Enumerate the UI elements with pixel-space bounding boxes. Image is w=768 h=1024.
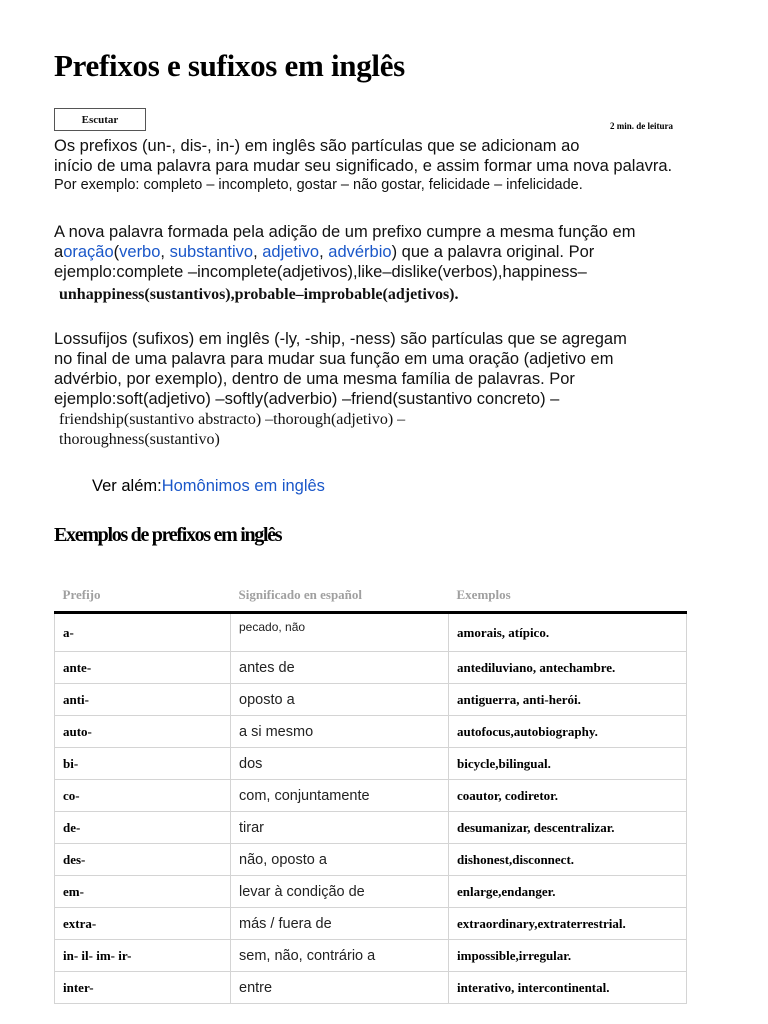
- cell-meaning: pecado, não: [231, 613, 449, 652]
- cell-examples: dishonest,disconnect.: [449, 844, 687, 876]
- cell-examples: autofocus,autobiography.: [449, 716, 687, 748]
- cell-prefix: extra-: [55, 908, 231, 940]
- cell-meaning: não, oposto a: [231, 844, 449, 876]
- table-row: [55, 908, 687, 940]
- cell-prefix: inter-: [55, 972, 231, 1004]
- table-row: [55, 844, 687, 876]
- cell-prefix: de-: [55, 812, 231, 844]
- table-row: [55, 780, 687, 812]
- cell-examples: impossible,irregular.: [449, 940, 687, 972]
- header-meaning: Significado en español: [231, 579, 449, 613]
- cell-meaning: a si mesmo: [231, 716, 449, 748]
- text-fragment: ,: [160, 243, 170, 261]
- table-row: [55, 748, 687, 780]
- cell-meaning: com, conjuntamente: [231, 780, 449, 812]
- paragraph-line: ejemplo:complete –incomplete(adjetivos),like–dislike(verbos),happiness–: [54, 263, 587, 281]
- paragraph-line: thoroughness(sustantivo): [59, 431, 220, 448]
- paragraph-line: início de uma palavra para mudar seu significado, e assim formar uma nova palavra.: [54, 157, 673, 175]
- prefix-table: [54, 579, 687, 1004]
- cell-examples: antiguerra, anti-herói.: [449, 684, 687, 716]
- cell-examples: interativo, intercontinental.: [449, 972, 687, 1004]
- cell-prefix: ante-: [55, 652, 231, 684]
- header-examples: Exemplos: [449, 579, 687, 613]
- paragraph-line: unhappiness(sustantivos),probable–improbable(adjetivos).: [59, 286, 459, 303]
- text-fragment: ,: [253, 243, 263, 261]
- link-verbo[interactable]: verbo: [119, 243, 161, 261]
- paragraph-line: ejemplo:soft(adjetivo) –softly(adverbio) –friend(sustantivo concreto) –: [54, 390, 560, 408]
- table-header-row: [55, 579, 687, 613]
- see-also-link[interactable]: Homônimos em inglês: [161, 477, 325, 495]
- cell-prefix: in- il- im- ir-: [55, 940, 231, 972]
- cell-meaning: oposto a: [231, 684, 449, 716]
- cell-prefix: des-: [55, 844, 231, 876]
- listen-button[interactable]: Escutar: [54, 108, 146, 131]
- cell-meaning: tirar: [231, 812, 449, 844]
- cell-meaning: sem, não, contrário a: [231, 940, 449, 972]
- cell-examples: coautor, codiretor.: [449, 780, 687, 812]
- paragraph-line: Os prefixos (un-, dis-, in-) em inglês são partículas que se adicionam ao: [54, 137, 580, 155]
- page-title: Prefixos e sufixos em inglês: [54, 48, 405, 83]
- cell-prefix: auto-: [55, 716, 231, 748]
- cell-examples: enlarge,endanger.: [449, 876, 687, 908]
- read-time: 2 min. de leitura: [610, 121, 673, 131]
- text-fragment: a: [54, 243, 64, 261]
- link-oracao[interactable]: oração: [63, 243, 114, 261]
- cell-examples: extraordinary,extraterrestrial.: [449, 908, 687, 940]
- table-row: [55, 716, 687, 748]
- paragraph-line: no final de uma palavra para mudar sua função em uma oração (adjetivo em: [54, 350, 614, 368]
- cell-examples: desumanizar, descentralizar.: [449, 812, 687, 844]
- table-row: [55, 684, 687, 716]
- table-row: [55, 652, 687, 684]
- cell-meaning: antes de: [231, 652, 449, 684]
- table-row: [55, 972, 687, 1004]
- cell-examples: bicycle,bilingual.: [449, 748, 687, 780]
- paragraph-line: Lossufijos (sufixos) em inglês (-ly, -ship, -ness) são partículas que se agregam: [54, 330, 627, 348]
- link-substantivo[interactable]: substantivo: [169, 243, 254, 261]
- cell-examples: antediluviano, antechambre.: [449, 652, 687, 684]
- header-prefix: Prefijo: [55, 579, 231, 613]
- table-row: [55, 940, 687, 972]
- paragraph-line: A nova palavra formada pela adição de um prefixo cumpre a mesma função em: [54, 223, 636, 241]
- paragraph-line: advérbio, por exemplo), dentro de uma mesma família de palavras. Por: [54, 370, 575, 388]
- text-fragment: ) que a palavra original. Por: [391, 243, 595, 261]
- cell-prefix: co-: [55, 780, 231, 812]
- cell-meaning: entre: [231, 972, 449, 1004]
- cell-meaning: dos: [231, 748, 449, 780]
- table-row: [55, 812, 687, 844]
- cell-prefix: em-: [55, 876, 231, 908]
- table-row: [55, 613, 687, 652]
- cell-prefix: a-: [55, 613, 231, 652]
- see-also-prefix: Ver além:: [92, 477, 162, 495]
- table-row: [55, 876, 687, 908]
- cell-examples: amorais, atípico.: [449, 613, 687, 652]
- cell-meaning: levar à condição de: [231, 876, 449, 908]
- text-fragment: ,: [319, 243, 329, 261]
- paragraph-line: Por exemplo: completo – incompleto, gostar – não gostar, felicidade – infelicidade.: [54, 177, 583, 193]
- see-also: [92, 477, 325, 496]
- cell-prefix: bi-: [55, 748, 231, 780]
- paragraph-line: [54, 243, 594, 262]
- section-heading: Exemplos de prefixos em inglês: [54, 524, 282, 546]
- cell-prefix: anti-: [55, 684, 231, 716]
- link-adjetivo[interactable]: adjetivo: [262, 243, 320, 261]
- text-fragment: (: [113, 243, 120, 261]
- link-adverbio[interactable]: advérbio: [328, 243, 392, 261]
- paragraph-line: friendship(sustantivo abstracto) –thorough(adjetivo) –: [59, 411, 406, 428]
- cell-meaning: más / fuera de: [231, 908, 449, 940]
